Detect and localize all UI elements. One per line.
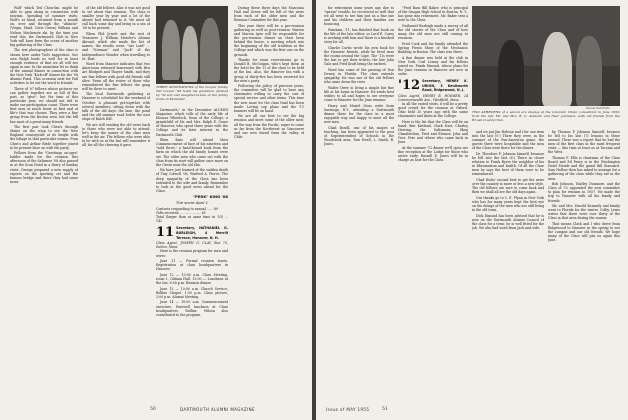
- page-number: 51: [382, 407, 388, 412]
- right-page: [316, 0, 628, 420]
- photo-figure: [576, 36, 602, 106]
- photo-figure: [182, 26, 198, 82]
- paragraph: When Phil Jewett met the rest of Treasurer J. William Metzler's Alumni Abroad, which she made the list of names, the results were: "Art Lord" ... and "Norman" and "Jack" of the Independence Wonder when travelling to St. Bart.: [82, 32, 150, 61]
- paragraph: In all the varied visits, it will be a pretty good crowd for the reunion at Oxford, Ohio held 20 years ago with the same classmates and dates at the College.: [398, 101, 468, 119]
- paragraph: Dr. Theodore F. Johnson himself, because he fell into the last (6.) There in closer relation to Frank Byers the neighbor of his in Rheumatism and health. Of all the Class men he says the best of them were to be remembered.: [472, 151, 544, 177]
- paragraph: The first pair took Chen's through Maine on the crisp to see the New England countryside at its height with the foliage in that particular season. Fran Chen's and Arthur Bride together joined to be present later on with the party.: [10, 125, 78, 150]
- class-secretary: Secretary, HENRY K. URION, 3 Kenilworth Road, Ridgewood, N. J.: [422, 79, 468, 93]
- class-secretary: Secretary, NATHANIEL G. BURLEIGH, 4 Merrill Terrace, Hanover, N. H.: [176, 226, 228, 240]
- paragraph: Farnham, '11, has finished that book on the life of the late editor; so Lord E. Carey is working with him and there is a finished story for all.: [324, 27, 394, 45]
- left-page: [0, 0, 312, 420]
- paragraph: The local Dartmouth gathering at Hanover is scheduled for the weekend of October. A pleasant get-together with several members, sitting down with the talk of the old days: the lane, the pond and the old summer road below the east slope of Balch Hill.: [82, 92, 150, 121]
- right-column-3: [472, 130, 544, 406]
- left-column-1: [10, 6, 78, 406]
- class-number: 11: [156, 225, 175, 241]
- photo-three-generations: [156, 6, 228, 84]
- paragraph: June 14 — 10:00 a.m. Commencement exercises. Farewell luncheon at Class headquarters, Rollins. Wilson also contributed to the program.: [156, 300, 228, 317]
- paragraph: Here is the list that the Class will be on hand: Ben Kirtland, Clark Hart, Charley Herring, the Saltsmans, Shep Chamberlain, Fred and Eleanor, John and Gret, Pete and others who came back in June.: [398, 119, 468, 145]
- paragraph: Fred Cook and his family attended the Spring Fiesta Show of the Mechanics Building in Boston. The class was there.: [398, 41, 468, 54]
- photo-figure: [162, 20, 180, 80]
- right-column-1: [324, 6, 394, 406]
- paragraph: Chad Bosell, one of his majors at teaching, has been appointed to the post of Superintendent of Schools in the Woodstock area. Tom Ewell, L. Smith, B. Jones.: [324, 125, 394, 146]
- paragraph: June 11 — Formal reunion starts. Registration at class headquarters in Hanover.: [156, 259, 228, 272]
- score-row: Contacts responding to annual ...... 89: [156, 207, 218, 212]
- left-column-2: [82, 6, 150, 406]
- paragraph: by Thomas F. Johnson himself, because he fell to his last (7) lessons in these around. There was a report that he had the men of the first class in the most frequent visits — this time at least as at Tacoma and the West.: [548, 130, 620, 155]
- paragraph: Mr. and Mrs. Harold Kennedy and family went to Florida for the winter. Colby Lewis writes that there were over thirty of the Class in that area during the season.: [548, 204, 620, 221]
- paragraph: Chad Hicks' second best to get the news over the country is more or less a new style. The old fellows are sure to come back and then we shall all see the old days again.: [472, 178, 544, 195]
- photo-figure: [542, 32, 572, 106]
- paragraph: At the summer '12 dinner we'll open our fine reception at the Lodge for those who arrive early. Russell E. Jones will be in charge as host for the Class.: [398, 145, 468, 163]
- paragraph: and we put Jim Hobson and I for one item into the last (9.) There they were, in the summer of the Pan-American game, the guests there were hospitable and the men of the Class were there for the dinner.: [472, 130, 544, 151]
- right-column-2: [398, 6, 468, 406]
- paragraph: Dartmouth," in the December ALUMNI Magazine, which tells of the early life of Eleazar Wheelock, Dean of the College, a grandchild of Mr. and Mrs. Ralph E. Gosse of Hanover, who spent three years with the College and its later interest in the Dartmouth Club.: [156, 108, 228, 137]
- paragraph: The test photographers of the class is shown here under Ted's suggestion. Our own Ralph leads us well for at least enough evidence of that we all will see again in one. In the meantime let us think of the annual dinner in connection with the New York "Kick-off" dinner for the '08 Alumni Fund. This occasion next for Fall activities to let out the word to friends.: [10, 48, 78, 86]
- score-heading: The score April 1: [175, 200, 209, 206]
- issue-footer: Issue of MAY 1955: [326, 407, 370, 412]
- paragraph: Word has come of the passing of Don Dewey in Florida. The class extends sympathy. He was one of the old fellows who came down the river.: [324, 67, 394, 85]
- paragraph: We are all our best to see the big reunion and meet some of the older men; all the way from the Pacific, eager to come as far from the Northwest as Vancouver and our new friend from the valley of Chile.: [234, 114, 304, 139]
- paragraph: of the old fellows. Alas it was not good to set about that reunion. The class is smaller year by year and a lot of the absent had returned to it. We must all call back some day and bring in a sea of '08 to be present.: [82, 6, 150, 31]
- paragraph: Thomas F. Ellis is chairman of the Class Board and Ed Peery is in the Washington Hotel Meade and the grand Bill Stannard. Sam Hollow then has asked to arrange for a gathering of the class while they are in the area.: [548, 156, 620, 181]
- class-agent: Class Agent, JOSEPH G. CLAY, Box 75, Sutton, Mass.: [156, 241, 228, 250]
- paragraph: Harry and Muriel Moss write from Saratoga, N.Y., attending a Dartmouth dinner there for the class in a most enjoyable way and happy to meet all the new men.: [324, 103, 394, 124]
- paragraph: June 12 — 10:00 a.m. Class Meeting, room 1, Gilman Hall. 12:00 — Luncheon at the Inn. 6:00 p.m. Reunion dinner.: [156, 272, 228, 286]
- page-number: 50: [150, 407, 156, 412]
- magazine-footer: DARTMOUTH ALUMNI MAGAZINE: [180, 407, 255, 412]
- photo-ashburns: [472, 6, 620, 106]
- paragraph: A fine dinner was held at the club in New York. Carl Lemey and his fellows joined us. Frank Dimond, whose plans for the June reunion in Hanover are now in order.: [398, 55, 468, 76]
- paragraph: Walter Drew is living a simple but fine life at his home in Hanover. He sends best wishes to all and hopes to see everyone come to Hanover for the June reunion.: [324, 85, 394, 102]
- photo-caption: TWO ASHBURNS of a saloon are display at the Colorado Cities' convention in June 1953, from the left, Mr. and Mrs. R. C. Ashburn and their grandson, with old friends from the Brown County Club.: [472, 111, 620, 122]
- paragraph: "Fred Bass Bill Baker, who is principal of the Saugus High School in Boston, N. Y., has gone into retirement. Mr. Baker sent a note to the Class.: [398, 6, 468, 23]
- paragraph: We have just learned of the sudden death of Tiny Colwell '08, Winfred A. Pierce. The deep sympathy of the Class has been extended to the wife and family. Remember to look at the good news ahead for the Class.: [156, 168, 228, 193]
- score-row: Gifts received ..................... 61: [156, 211, 206, 216]
- paragraph: Eben Bass will attend their Commencement of face of his nineteen and "sold three," a hand-bound book from the farm on which the old family homes were set. The older men who came out with the class from its start will gather once more on the Green near the old elm.: [156, 138, 228, 167]
- left-column-3: [156, 108, 228, 404]
- signature: "PERK" KING '08: [193, 193, 228, 199]
- paragraph: Nathaniel Burleigh made a survey of all the old stories of the Class and of how many the old ones are still coming to reunions.: [398, 23, 468, 41]
- class-12-section: [398, 79, 468, 162]
- paragraph: for retirement some years ago due to "sprain" trouble, he recovered so well that we all went to see him just as a fine one and his children and their families are bouncing.: [324, 6, 394, 27]
- photo-credit: Denver Post Photo: [586, 107, 610, 110]
- paragraph: Thanks for room reservations go to Donald B. McGuigan, who's kept them at the hotel for the 11 of the class to be held at the Inn. Also, the Hanover Inn with a group of thirty-five has been reserved for the men's party.: [234, 58, 304, 83]
- paragraph: June 13 — 10:00 a.m. Church Service, Rollins Chapel. 1:30 p.m. Class picture; 2:00 p.m. Alumni Meeting.: [156, 286, 228, 299]
- paragraph: Charlie Curtis wrote his own book for the Hanover friends, while he lived near the rooms around the Cape. The '11s were the last to get their tickets; the late John Gale and Fred Kraft being the earliest.: [324, 45, 394, 67]
- class-number: '12: [398, 78, 421, 93]
- photo-figure: [200, 18, 220, 82]
- score-row: Total (larger than at same time in '53) ... 142: [156, 215, 228, 224]
- paragraph: Dick Dimond has been advised that he is now on the Dartmouth Alumni Council of the class for a term; he is well fitted for the job. We also had word from Jack and wife.: [472, 213, 544, 231]
- paragraph: Our thanks go to C. E. Flynn in New York who has for many years kept the best eye on the doings of the men who are still living in the old town.: [472, 195, 544, 213]
- paragraph: Following the policy of previous years, the committee will be glad to have any classmates willing to carry the cost of special service and other items. This time the new issue for the class fund has been made: Loving cup plans and the '11 banners will be on hand.: [234, 84, 304, 113]
- paragraph: Wolf' which Ted Chen-Sm. might be able to gain along in connection with tourism. Spending of summer visits, Wolf's at hand, returned from a month on, over and through the "Atlantic" (Virgin, Maid, Cutie Green) Wilham and Nelson Mackenzie ski, by the time you read this, the Dartmouth Club in New York will have been the scene of another big gathering of the Class.: [10, 6, 78, 47]
- paragraph: Bob Johnson, Hadley Dunmore, and the Class of '12 appointed the new committee to plan for reunion in 1957. He made the trip to Hanover with all his family and friends.: [548, 182, 620, 203]
- photo-figure: [498, 40, 524, 106]
- photo-caption: THREE GENERATIONS of the Cooper family. Ted Cooper '08 holds his grandson, flanked by '32 son and daughter-in-law, at the family home in Montclair.: [156, 86, 228, 101]
- class-11-section: [156, 226, 228, 316]
- class-agent: Class Agent, HENRY B. HOSMER, 24 Commonwealth Ave., Westfield, Mass.: [398, 93, 468, 102]
- paragraph: These of '07 fellows whose pictures we can gather together are as full of this part, as "give", but the time of this particular year, we should not fail to make our participation count. There were first men at much heart at first and of life's that was chosen. They were a fine group from the Boston area, but the bill has most of a great many friends.: [10, 86, 78, 124]
- paragraph: Word from Maurice indicates that two Americans returned homeward with Ben Art Blodgett and Thayer Smith, and they are fine fellows with good old friends still alive. From all the roster of those who remembered the fine fellows the gang will be there to meet.: [82, 62, 150, 91]
- paragraph: We are still sending the old news back to those who were not able to attend: let's keep the names of the class men well in the air. The fellows who were able to be with us at the last will remember it all, for all the cheering it gave.: [82, 122, 150, 147]
- paragraph: Fellows from the "Greetings on-ages" ladder made for the reunion this afternoon of the Saltzmer '08 also passed in at the Scan Hotel in a flurry of Sunday visits. George prepared a new supply of reports on the sporting set and the famous bridge and there they had some news.: [10, 151, 78, 184]
- paragraph: That means Clark and I who drove from Ridgewood to Hanover in the spring to see the campus and our old friends. We hope many of the Class will join us again this June.: [548, 221, 620, 243]
- paragraph: Here is the reunion program for men and wives:: [156, 249, 228, 258]
- left-column-4: [234, 6, 304, 406]
- paragraph: During these three days the Mascoma Hall and Green will be full of the news from each of the older men and the Reunion Committee for this year.: [234, 6, 304, 23]
- paragraph: This year there will be a pre-reunion gathering as well as post-reunion. Warren and Marion Ayer will be responsible for the pre-reunion dinner on their lawn behind the house, a meeting which was the beginning of the old tradition at the College and which was the first one on the grounds.: [234, 23, 304, 57]
- right-column-4: [548, 130, 620, 406]
